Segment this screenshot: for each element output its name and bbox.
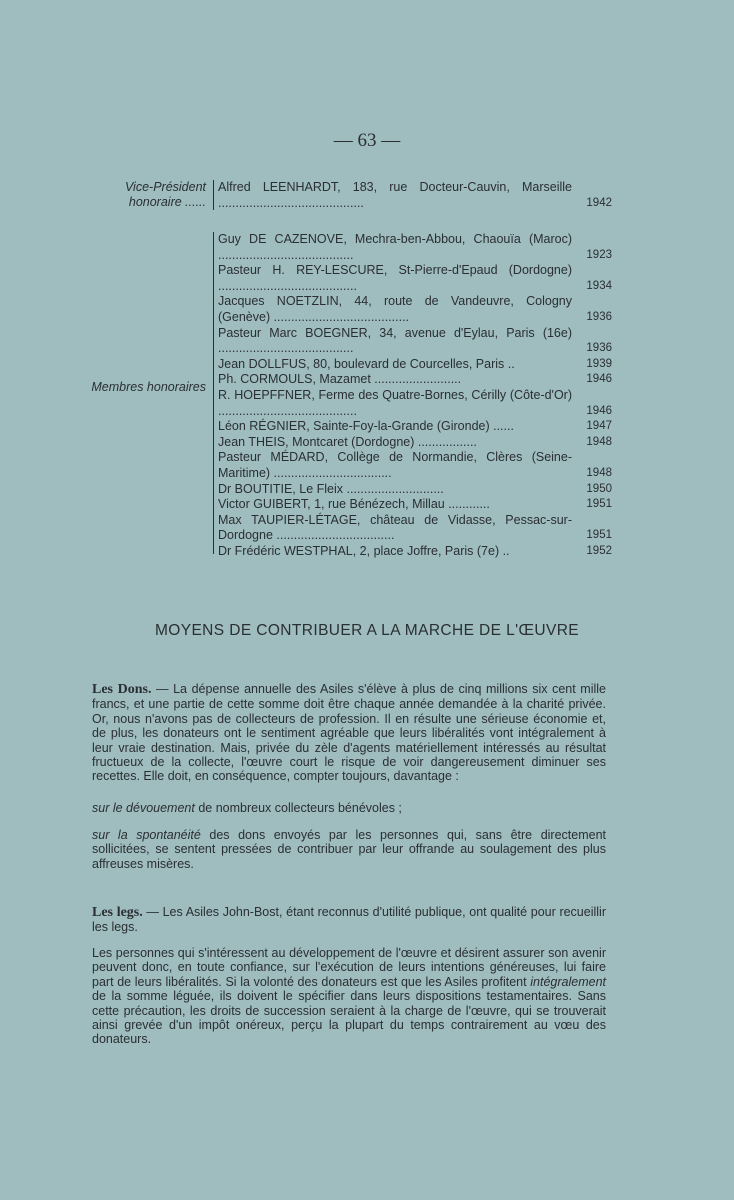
member-year: 1951 xyxy=(586,529,612,542)
member-text: R. HOEPFFNER, Ferme des Quatre-Bornes, Cérilly (Côte-d'Or) ........................................ xyxy=(218,387,572,418)
member-entry xyxy=(218,294,612,325)
member-entry xyxy=(218,435,612,451)
member-year: 1946 xyxy=(586,373,612,386)
legs-text: de la somme léguée, ils doivent le spécifier dans leurs dispositions testamentaires. Sans cette précaution, les droits de succession seraient à la charge de l'œuvre, qui se trouverait ainsi grevée d'un impôt onéreux, perçu la plupart du temps contrairement au vœu des donateurs. xyxy=(92,989,606,1047)
member-text: Jean DOLLFUS, 80, boulevard de Courcelles, Paris .. xyxy=(218,356,515,371)
point-text: de nombreux collecteurs bénévoles ; xyxy=(194,801,402,815)
member-text: Dr Frédéric WESTPHAL, 2, place Joffre, Paris (7e) .. xyxy=(218,543,510,558)
legs-italic: intégralement xyxy=(530,974,606,989)
member-entry xyxy=(218,372,612,388)
member-year: 1936 xyxy=(586,342,612,355)
member-text: Jean THEIS, Montcaret (Dordogne) ................. xyxy=(218,434,477,449)
member-year: 1948 xyxy=(586,435,612,448)
honorary-members-block xyxy=(82,232,612,557)
dons-heading: Les Dons. xyxy=(92,682,152,697)
member-entry xyxy=(218,419,612,435)
member-text: Pasteur MÉDARD, Collège de Normandie, Clères (Seine-Maritime) .................................. xyxy=(218,450,572,480)
member-entry xyxy=(218,450,612,481)
member-entry xyxy=(218,326,612,357)
legs-paragraph xyxy=(92,905,606,935)
member-text: Léon RÉGNIER, Sainte-Foy-la-Grande (Gironde) ...... xyxy=(218,419,514,434)
member-year: 1942 xyxy=(586,196,612,209)
member-entry xyxy=(218,180,612,211)
legs-text: Les personnes qui s'intéressent au développement de l'œuvre et désirent assurer son avenir peuvent donc, en toute confiance, sur l'exécution de leurs intentions généreuses, lui faire part de leurs libéralités. Si la volonté des donateurs est que les Asiles profitent xyxy=(92,946,606,989)
dons-paragraph xyxy=(92,682,606,784)
member-text: Guy DE CAZENOVE, Mechra-ben-Abbou, Chaouïa (Maroc) ....................................... xyxy=(218,232,572,262)
member-entry xyxy=(218,388,612,419)
member-entry xyxy=(218,513,612,544)
member-year: 1936 xyxy=(586,310,612,323)
member-entry xyxy=(218,357,612,373)
role-line: honoraire ...... xyxy=(128,195,206,209)
member-year: 1950 xyxy=(586,482,612,495)
dons-point-1 xyxy=(92,801,606,815)
member-text: Victor GUIBERT, 1, rue Bénézech, Millau ............ xyxy=(218,497,490,512)
point-italic: sur la spontanéité xyxy=(92,828,201,842)
member-text: Pasteur Marc BOEGNER, 34, avenue d'Eylau, Paris (16e) ....................................... xyxy=(218,325,572,356)
point-text: des dons envoyés par les personnes qui, sans être directement sollicitées, se sentent pressées de contribuer par leur offrande au soulagement des plus affreuses misères. xyxy=(92,828,606,871)
member-text: Max TAUPIER-LÉTAGE, château de Vidasse, Pessac-sur-Dordogne .................................. xyxy=(218,512,572,543)
vice-president-block xyxy=(82,180,612,214)
member-entry xyxy=(218,232,612,263)
member-entry xyxy=(218,497,612,513)
member-entry xyxy=(218,482,612,498)
honorary-members-entries xyxy=(218,232,612,559)
member-year: 1923 xyxy=(586,248,612,261)
legs-paragraph-2 xyxy=(92,946,606,1047)
member-text: Jacques NOETZLIN, 44, route de Vandeuvre, Cologny (Genève) ....................................... xyxy=(218,294,572,324)
member-text: Pasteur H. REY-LESCURE, St-Pierre-d'Epaud (Dordogne) ........................................ xyxy=(218,263,572,293)
point-italic: sur le dévouement xyxy=(92,801,195,815)
section-title: MOYENS DE CONTRIBUER A LA MARCHE DE L'ŒUVRE xyxy=(154,622,580,639)
member-year: 1952 xyxy=(586,544,612,557)
legs-heading: Les legs. xyxy=(92,905,143,920)
vice-president-role xyxy=(82,180,206,210)
member-entry xyxy=(218,263,612,294)
page-number: — 63 — xyxy=(333,130,401,151)
brace xyxy=(213,232,214,554)
legs-text: — Les Asiles John-Bost, étant reconnus d'utilité publique, ont qualité pour recueillir les legs. xyxy=(92,905,606,935)
member-year: 1951 xyxy=(586,498,612,511)
member-year: 1934 xyxy=(586,279,612,292)
member-year: 1948 xyxy=(586,466,612,479)
vice-president-entries xyxy=(218,180,612,211)
member-year: 1947 xyxy=(586,420,612,433)
brace xyxy=(213,180,214,210)
role-line: Vice-Président xyxy=(124,180,206,194)
member-text: Ph. CORMOULS, Mazamet ......................... xyxy=(218,372,462,387)
dons-point-2 xyxy=(92,828,606,871)
member-text: Alfred LEENHARDT, 183, rue Docteur-Cauvin, Marseille .......................................... xyxy=(218,180,572,210)
member-text: Dr BOUTITIE, Le Fleix ............................ xyxy=(218,481,444,496)
member-entry xyxy=(218,544,612,560)
dons-text: — La dépense annuelle des Asiles s'élève à plus de cinq millions six cent mille francs, et une partie de cette somme doit être chaque année demandée à la charité privée. Or, nous n'avons pas de collecteurs de profession. Il en résulte une sérieuse économie et, de plus, les donateurs ont le sentiment agréable que leurs libéralités vont intégralement à leur vraie destination. Mais, privée du zèle d'agents matériellement intéressés au résultat fructueux de la collecte, l'œuvre court le risque de voir dangereusement diminuer ses recettes. Elle doit, en conséquence, compter toujours, davantage : xyxy=(92,682,606,784)
honorary-members-role: Membres honoraires xyxy=(91,380,206,394)
member-year: 1946 xyxy=(586,404,612,417)
member-year: 1939 xyxy=(586,357,612,370)
